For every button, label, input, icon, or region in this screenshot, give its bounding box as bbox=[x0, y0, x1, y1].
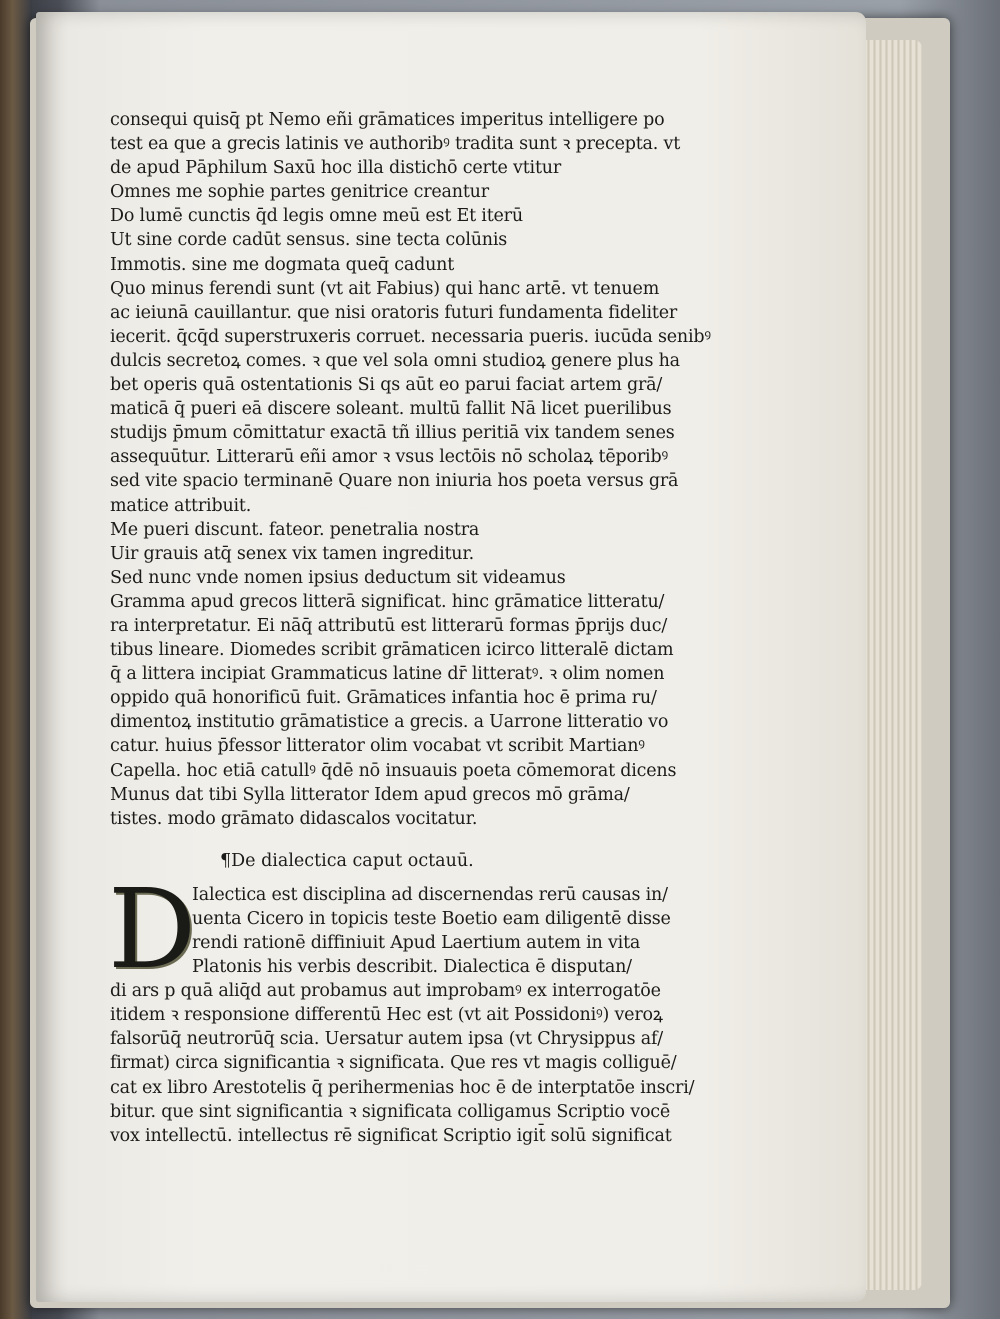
dialectic-lines bbox=[108, 864, 710, 1148]
text-line: Ialectica est disciplina ad discernendas rerū causas in/ bbox=[192, 884, 668, 905]
text-line: studijs p̄mum cōmittatur exactā tñ illius peritiā vix tandem senes bbox=[110, 423, 675, 444]
book-gutter bbox=[0, 0, 32, 1319]
grammar-section bbox=[110, 108, 710, 831]
text-line: tistes. modo grāmato didascalos vocitatur. bbox=[110, 808, 478, 829]
text-line: ac ieiunā cauillantur. que nisi oratoris futuri fundamenta fideliter bbox=[110, 302, 678, 323]
text-line: Do lumē cunctis q̄d legis omne meū est Et iterū bbox=[110, 206, 523, 227]
text-line: cat ex libro Arestotelis q̄ perihermenias hoc ē de interptatōe inscri/ bbox=[110, 1077, 695, 1098]
text-line: oppido quā honorificū fuit. Grāmatices infantia hoc ē prima ru/ bbox=[110, 688, 657, 709]
text-line: Immotis. sine me dogmata queq̄ cadunt bbox=[110, 254, 455, 275]
text-line: Gramma apud grecos litterā significat. hinc grāmatice litteratu/ bbox=[110, 591, 665, 612]
text-line: vox intellectū. intellectus rē significat Scriptio igit̄ solū significat bbox=[110, 1125, 672, 1146]
text-line: ra interpretatur. Ei nāq̄ attributū est litterarū formas p̄prijs duc/ bbox=[110, 615, 668, 636]
text-line: itidem ꝛ responsione differentū Hec est (vt ait Possidoniꝰ) veroꝝ bbox=[110, 1005, 663, 1026]
text-line: dulcis secretoꝝ comes. ꝛ que vel sola omni studioꝝ genere plus ha bbox=[110, 350, 680, 371]
text-line: Sed nunc vnde nomen ipsius deductum sit videamus bbox=[110, 567, 566, 588]
text-line: bitur. que sint significantia ꝛ significata colligamus Scriptio vocē bbox=[110, 1101, 671, 1122]
text-line: uenta Cicero in topicis teste Boetio eam diligentē disse bbox=[192, 908, 671, 929]
chapter-heading: ¶De dialectica caput octauū. bbox=[220, 850, 474, 871]
text-line: consequi quisq̄ pt Nemo eñi grāmatices imperitus intelligere po bbox=[110, 110, 665, 130]
text-line: dimentoꝝ institutio grāmatistice a grecis. a Uarrone litteratio vo bbox=[110, 712, 669, 733]
text-line: q̄ a littera incipiat Grammaticus latine dr̄ litteratꝰ. ꝛ olim nomen bbox=[110, 664, 665, 685]
text-line: Ut sine corde cadūt sensus. sine tecta colūnis bbox=[110, 230, 508, 251]
text-line: matice attribuit. bbox=[110, 495, 252, 516]
text-line: Capella. hoc etiā catullꝰ q̄dē nō insuauis poeta cōmemorat dicens bbox=[110, 760, 677, 781]
text-block bbox=[110, 108, 710, 1148]
text-line: test ea que a grecis latinis ve authoribꝰ tradita sunt ꝛ precepta. vt bbox=[110, 134, 681, 155]
text-line: Omnes me sophie partes genitrice creantur bbox=[110, 182, 489, 203]
text-line: di ars p quā aliq̄d aut probamus aut improbamꝰ ex interrogatōe bbox=[110, 981, 661, 1002]
text-line: iecerit. q̄cq̄d superstruxeris corruet. necessaria pueris. iucūda senibꝰ bbox=[110, 326, 711, 347]
text-line: assequūtur. Litterarū eñi amor ꝛ vsus lectōis nō scholaꝝ tēporibꝰ bbox=[110, 447, 668, 468]
dropcap-initial: D bbox=[108, 864, 197, 993]
text-line: maticā q̄ pueri eā discere soleant. multū fallit Nā licet puerilibus bbox=[110, 399, 672, 420]
text-line: firmat) circa significantia ꝛ significata. Que res vt magis colliguē/ bbox=[110, 1053, 677, 1074]
text-line: catur. huius p̄fessor litterator olim vocabat vt scribit Martianꝰ bbox=[110, 736, 645, 757]
text-line: Platonis his verbis describit. Dialectica ē disputan/ bbox=[192, 957, 632, 978]
text-line: bet operis quā ostentationis Si qs aūt eo parui faciat artem grā/ bbox=[110, 375, 663, 396]
text-line: de apud Pāphilum Saxū hoc illa distichō certe vtitur bbox=[110, 158, 562, 179]
text-line: Quo minus ferendi sunt (vt ait Fabius) qui hanc artē. vt tenuem bbox=[110, 278, 660, 299]
text-line: sed vite spacio terminanē Quare non iniuria hos poeta versus grā bbox=[110, 471, 679, 492]
text-line: tibus lineare. Diomedes scribit grāmaticen icirco litteralē dictam bbox=[110, 640, 674, 661]
text-line: falsorūq̄ neutrorūq̄ scia. Uersatur autem ipsa (vt Chrysippus af/ bbox=[110, 1029, 663, 1050]
text-line: rendi rationē diffiniuit Apud Laertium autem in vita bbox=[192, 933, 641, 953]
text-line: Uir grauis atq̄ senex vix tamen ingreditur. bbox=[110, 543, 474, 564]
text-line: Me pueri discunt. fateor. penetralia nostra bbox=[110, 519, 480, 540]
dialectic-section bbox=[108, 864, 710, 1148]
text-line: Munus dat tibi Sylla litterator Idem apud grecos mō grāma/ bbox=[110, 784, 630, 805]
